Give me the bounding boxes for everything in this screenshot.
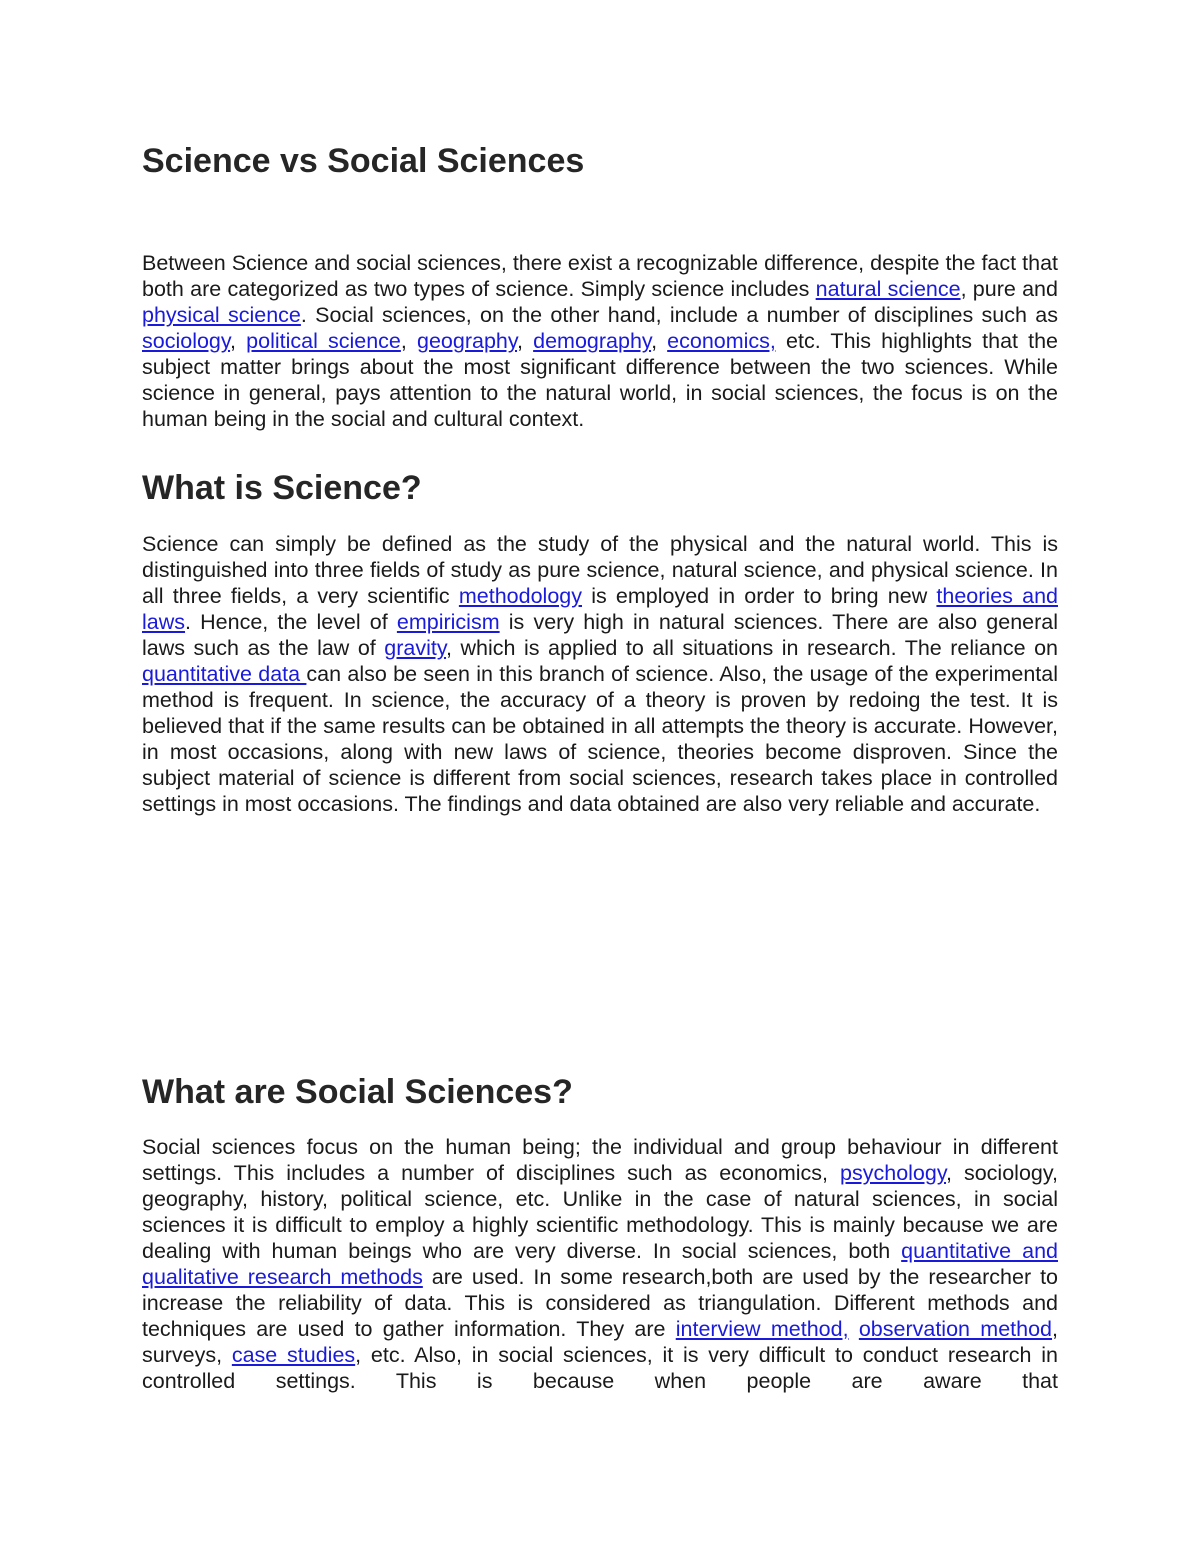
text: are used. In some research,both are used by the researcher to increase the reliability of data. This is considered as triangulation. Different methods and techniques are used to gather information. They are bbox=[142, 1265, 1058, 1341]
link-geography[interactable]: geography bbox=[417, 329, 518, 353]
text: is very high in natural sciences. There are also general laws such as the law of bbox=[142, 610, 1058, 660]
text: Social sciences focus on the human being; the individual and group behaviour in different settings. This includes a number of disciplines such as economics, bbox=[142, 1135, 1058, 1185]
link-economics[interactable]: economics, bbox=[667, 329, 776, 353]
link-gravity[interactable]: gravity bbox=[384, 636, 447, 660]
link-case-studies[interactable]: case studies bbox=[231, 1343, 356, 1367]
text: , bbox=[230, 329, 247, 353]
text: is employed in order to bring new bbox=[582, 584, 937, 608]
page-title: Science vs Social Sciences bbox=[142, 142, 585, 180]
text: , bbox=[400, 329, 417, 353]
link-quantitative-and-qualitative-research-methods[interactable]: quantitative and qualitative research methods bbox=[142, 1239, 1058, 1289]
text: , pure and bbox=[960, 277, 1058, 301]
text: etc. This highlights that the subject matter brings about the most significant difference between the two sciences. While science in general, pays attention to the natural world, in social sciences, the focus is on the human being in the social and cultural context. bbox=[142, 329, 1059, 431]
text: , bbox=[651, 329, 668, 353]
text: Between Science and social sciences, there exist a recognizable difference, despite the fact that both are categorized as two types of science. Simply science includes bbox=[142, 251, 1058, 301]
text: , which is applied to all situations in research. The reliance on bbox=[446, 636, 1058, 660]
link-demography[interactable]: demography bbox=[533, 329, 652, 353]
link-psychology[interactable]: psychology bbox=[840, 1161, 946, 1185]
link-theories-and-laws[interactable]: theories and laws bbox=[142, 584, 1058, 634]
text: , bbox=[517, 329, 534, 353]
section-heading-social-sciences: What are Social Sciences? bbox=[142, 1073, 573, 1111]
link-political-science[interactable]: political science bbox=[246, 329, 401, 353]
text: can also be seen in this branch of science. Also, the usage of the experimental method is frequent. In science, the accuracy of a theory is proven by redoing the test. It is believed that if the same results can be obtained in all attempts the theory is accurate. However, in most occasions, along with new laws of science, theories become disproven. Since the subject material of science is different from social sciences, research takes place in controlled settings in most occasions. The findings and data obtained are also very reliable and accurate. bbox=[142, 662, 1058, 816]
link-methodology[interactable]: methodology bbox=[458, 584, 582, 608]
link-empiricism[interactable]: empiricism bbox=[396, 610, 500, 634]
social-sciences-paragraph bbox=[142, 1134, 1058, 1394]
text: . Hence, the level of bbox=[185, 610, 397, 634]
link-quantitative-data[interactable]: quantitative data bbox=[142, 662, 307, 686]
link-observation-method[interactable]: observation method bbox=[858, 1317, 1053, 1341]
link-interview-method[interactable]: interview method, bbox=[675, 1317, 849, 1341]
text: Science can simply be defined as the study of the physical and the natural world. This is distinguished into three fields of study as pure science, natural science, and physical science. In all three fields, a very scientific bbox=[142, 532, 1058, 608]
text: , surveys, bbox=[142, 1317, 1058, 1367]
text: , sociology, geography, history, political science, etc. Unlike in the case of natural sciences, in social sciences it is difficult to employ a highly scientific methodology. This is mainly because we are dealing with human beings who are very diverse. In social sciences, both bbox=[142, 1161, 1058, 1263]
science-paragraph bbox=[142, 531, 1058, 817]
text: . Social sciences, on the other hand, include a number of disciplines such as bbox=[300, 303, 1058, 327]
section-heading-science: What is Science? bbox=[142, 469, 422, 507]
link-natural-science[interactable]: natural science bbox=[815, 277, 961, 301]
intro-paragraph bbox=[142, 250, 1058, 432]
link-sociology[interactable]: sociology bbox=[142, 329, 231, 353]
link-physical-science[interactable]: physical science bbox=[142, 303, 301, 327]
text bbox=[849, 1317, 859, 1341]
text: , etc. Also, in social sciences, it is very difficult to conduct research in controlled settings. This is because when people are aware that bbox=[142, 1343, 1058, 1393]
